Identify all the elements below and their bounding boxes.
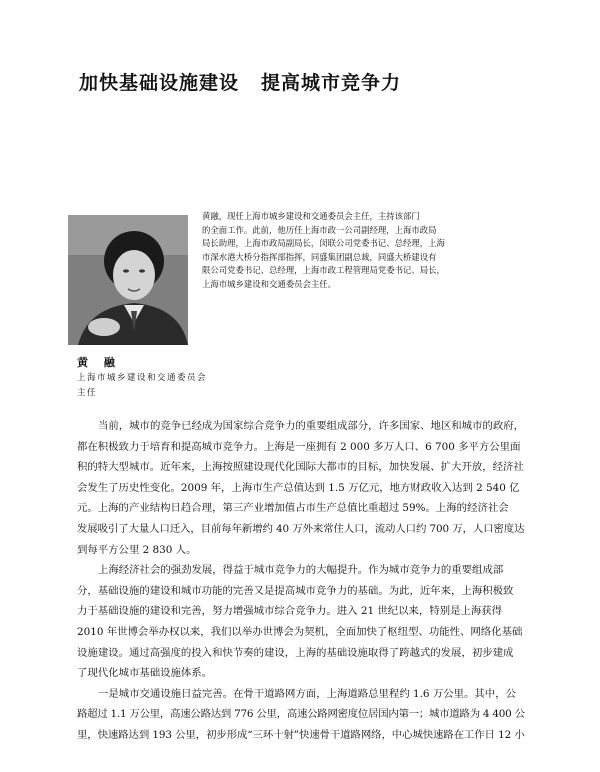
body-line: 力于基础设施的建设和完善，努力增强城市综合竞争力。进入 21 世纪以来，特别是上海获得 [77,605,503,618]
author-bio [202,210,520,292]
bio-line: 限公司党委书记、总经理，上海市政工程管理局党委书记、局长， [202,265,445,276]
bio-line: 上海市城乡建设和交通委员会主任。 [202,278,336,289]
body-line: 分，基础设施的建设和城市功能的完善又是提高城市竞争力的基础。为此，近年来，上海积极致 [77,584,514,597]
body-line: 会发生了历史性变化。2009 年，上海市生产总值达到 1.5 万亿元，地方财政收入达到 2 540 亿 [77,481,520,494]
author-name: 黄 融 [77,356,121,369]
author-role-line: 主任 [77,388,98,398]
body-line: 路超过 1.1 万公里，高速公路达到 776 公里，高速公路网密度位居国内第一；城市道路为 4 400 公 [77,708,525,721]
article-body [77,416,525,746]
article-title-part2: 提高城市竞争力 [261,72,402,94]
body-line: 一是城市交通设施日益完善。在骨干道路网方面，上海道路总里程约 1.6 万公里。其中，公 [98,687,516,700]
body-line: 到每平方公里 2 830 人。 [77,543,197,556]
bio-line: 市深水港大桥分指挥部指挥，同盛集团副总裁，同盛大桥建设有 [202,251,437,262]
body-line: 里，快速路达到 193 公里，初步形成“三环十射”快速骨干道路网络，中心城快速路在工作日 12 小 [77,728,525,741]
body-line: 积的特大型城市。近年来，上海按照建设现代化国际大都市的目标，加快发展、扩大开放，经济社 [77,461,524,474]
bio-line: 黄融，现任上海市城乡建设和交通委员会主任，主持该部门 [202,211,420,221]
author-role-line: 上海市城乡建设和交通委员会 [77,373,208,383]
body-line: 上海经济社会的强劲发展，得益于城市竞争力的大幅提升。作为城市竞争力的重要组成部 [98,564,504,577]
body-line: 发展吸引了大量人口迁入，目前每年新增约 40 万外来常住人口，流动人口约 700 万，人口密度达 [77,522,525,535]
article-title [79,68,401,95]
body-line: 当前，城市的竞争已经成为国家综合竞争力的重要组成部分，许多国家、地区和城市的政府， [98,420,525,432]
author-photo [68,215,188,345]
bio-line: 的全面工作。此前，他历任上海市政一公司副经理，上海市政局 [202,224,437,235]
bio-line: 局长助理，上海市政局副局长，闵联公司党委书记、总经理，上海 [202,238,445,249]
author-role [77,371,227,401]
body-line: 2010 年世博会举办权以来，我们以举办世博会为契机，全面加快了枢纽型、功能性、网络化基础 [77,625,523,638]
article-title-part1: 加快基础设施建设 [79,72,240,94]
body-line: 了现代化城市基础设施体系。 [77,667,213,680]
body-line: 设施建设。通过高强度的投入和快节奏的建设，上海的基础设施取得了跨越式的发展，初步建成 [77,646,514,659]
body-line: 元。上海的产业结构日趋合理，第三产业增加值占市生产总值比重超过 59%。上海的经济社会 [77,502,509,515]
body-line: 都在积极致力于培育和提高城市竞争力。上海是一座拥有 2 000 多万人口、6 700 多平方公里面 [77,440,521,453]
